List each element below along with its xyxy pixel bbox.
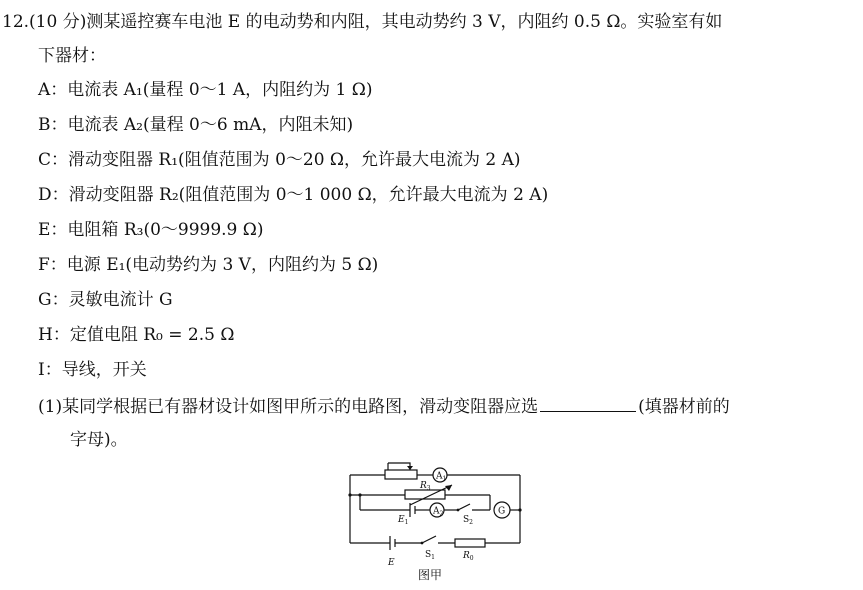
option-d [38,183,548,207]
option-label: C： [38,150,69,170]
a2-sub: 2 [439,510,444,518]
option-label: H： [38,325,70,345]
option-text: 电阻箱 R₃(0～9999.9 Ω) [67,220,264,240]
svg-text:A1 [435,472,446,483]
rheostat-top [385,470,417,479]
e-label: E [388,558,395,568]
option-text: 电流表 A₁(量程 0～1 A，内阻约为 1 Ω) [67,80,373,100]
svg-text:A2 [432,507,444,518]
subquestion-1-line2: 字母)。 [70,430,128,450]
a1-sub: 1 [442,475,447,483]
e1-sub: 1 [404,519,409,526]
option-label: E： [38,220,68,240]
question-stem-line2: 下器材： [38,46,106,66]
option-text: 灵敏电流计 G [68,290,173,310]
option-f [38,253,378,277]
option-g [38,288,173,312]
s2-label: S [463,515,470,525]
s1-label: S [425,550,432,560]
option-label: B： [38,115,68,135]
a1-label: A [436,471,443,482]
option-label: F： [38,255,67,275]
option-label: A： [38,80,68,100]
subquestion-text: 某同学根据已有器材设计如图甲所示的电路图，滑动变阻器应选 [62,397,539,417]
s1-sub: 1 [431,554,435,561]
g-label: G [498,506,506,517]
option-label: I： [38,360,62,380]
svg-text:S1 [425,550,435,561]
resistor-r0 [455,539,485,547]
r3-sub: 3 [426,485,431,492]
option-e [38,218,264,242]
option-h [38,323,234,347]
option-label: D： [38,185,69,205]
subquestion-text-after: (填器材前的 [638,397,730,417]
option-text: 定值电阻 R₀ = 2.5 Ω [69,325,235,345]
subquestion-1 [38,393,730,419]
answer-blank[interactable] [540,393,636,412]
svg-text:E1 [397,515,408,526]
option-text: 滑动变阻器 R₁(阻值范围为 0～20 Ω，允许最大电流为 2 A) [68,150,521,170]
question-score: (10 分) [29,12,87,32]
a2-label: A [433,506,440,517]
option-text: 电流表 A₂(量程 0～6 mA，内阻未知) [67,115,354,135]
s2-sub: 2 [469,519,473,526]
question-number: 12. [2,12,30,32]
r0-sub: 0 [469,555,474,562]
option-label: G： [38,290,69,310]
option-text: 滑动变阻器 R₂(阻值范围为 0～1 000 Ω，允许最大电流为 2 A) [68,185,549,205]
svg-text:S2 [463,515,473,526]
figure-caption: 图甲 [418,568,443,582]
r0-label: R [463,551,470,561]
option-c [38,148,521,172]
option-i [38,358,147,382]
option-b [38,113,353,137]
subquestion-label: (1) [38,397,63,417]
e1-label: E [398,515,405,525]
r3-label: R [420,481,427,491]
option-a [38,78,372,102]
option-text: 导线，开关 [61,360,147,380]
option-text: 电源 E₁(电动势约为 3 V，内阻约为 5 Ω) [66,255,379,275]
question-stem-text: 测某遥控赛车电池 E 的电动势和内阻，其电动势约 3 V，内阻约 0.5 Ω。实验室有如 [86,12,723,32]
svg-text:R0 [462,551,474,562]
svg-text:R3 [419,481,431,492]
question-stem-line1 [2,10,722,34]
